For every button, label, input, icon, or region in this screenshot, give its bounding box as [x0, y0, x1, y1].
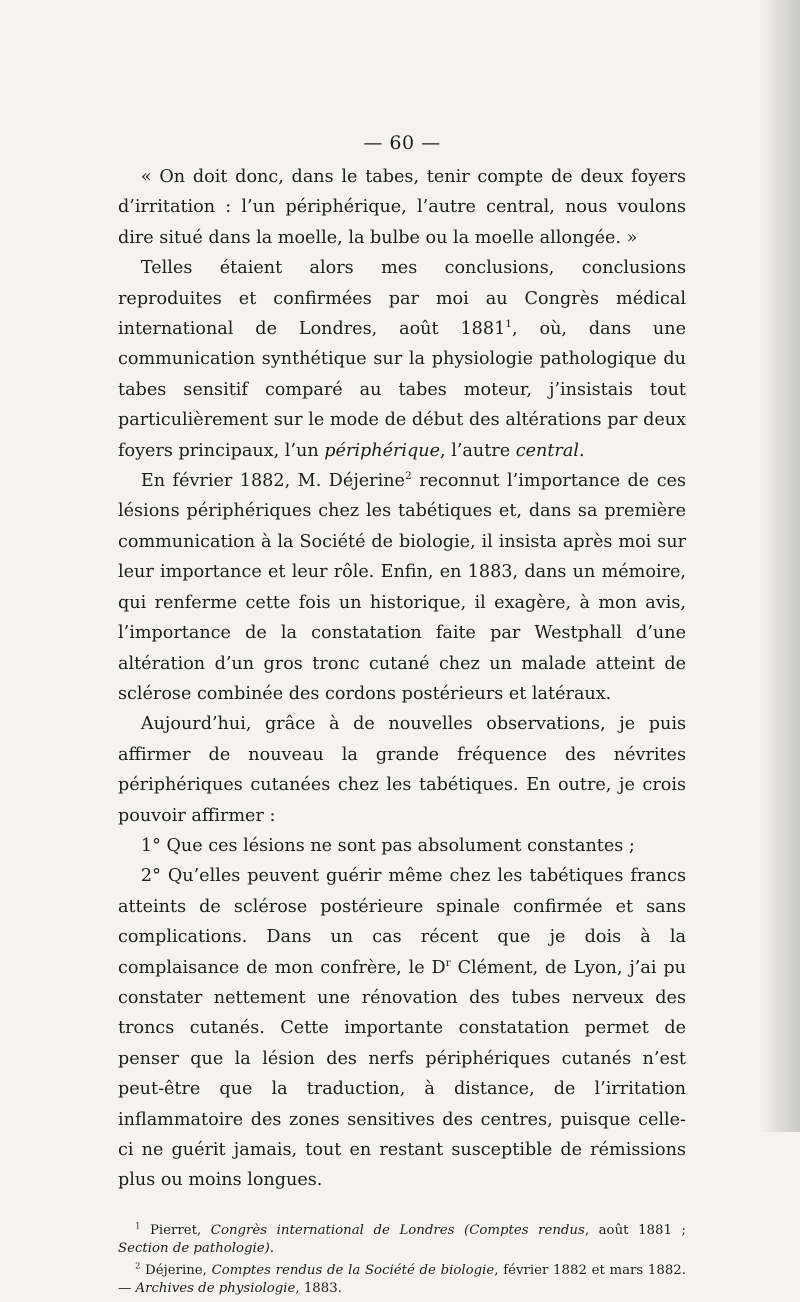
footnote-title: Comptes rendus de la Société de biologie [211, 1262, 495, 1278]
text-run: Telles étaient alors mes conclusions, conclusions reproduites et confirmées par moi au Congrès médical international de Londres, août 1881 [118, 258, 686, 340]
text-run: En février 1882, M. Déjerine [140, 471, 405, 492]
text-run: , 1883. [295, 1280, 342, 1296]
text-run: , où, dans une communication synthétique sur la physiologie pathologique du tabes sensitif comparé au tabes moteur, j’insistais tout particulièrement sur le mode de début des altérations par deux foyers principaux, l’un [118, 319, 686, 461]
quote-text: « On doit donc, dans le tabes, tenir compte de deux foyers d’irritation : l’un périphérique, l’autre central, nous voulons dire situé dans la moelle, la bulbe ou la moelle allongée. » [118, 167, 686, 248]
text-run: 2° Qu’elles peuvent guérir même chez les tabétiques francs atteints de sclérose postérieure spinale confirmée et sans complications. Dans un cas récent que je dois à la complaisance de mon confrère, le D [118, 866, 686, 978]
text-run: , août 1881 ; [584, 1222, 686, 1238]
text-run: Pierret, [140, 1222, 211, 1238]
text-run: . [578, 440, 585, 461]
emphasis-central: central [515, 440, 579, 461]
emphasis-peripheral: périphérique [324, 440, 441, 461]
text-run: reconnut l’importance de ces lésions périphériques chez les tabétiques et, dans sa première communication à la Société de biologie, il insista après moi sur leur importance et leur rôle. Enfin, en 1883, dans un mémoire, qui renferme cette fois un historique, il exagère, à mon avis, l’importance de la constatation faite par Westphall d’une altération d’un gros tronc cutané chez un malade atteint de sclérose combinée des cordons postérieurs et latéraux. [118, 471, 686, 704]
paragraph-dejerine [118, 466, 686, 709]
footnotes [118, 1222, 686, 1298]
text-run: , l’autre [440, 440, 516, 461]
list-item-2 [118, 861, 686, 1195]
page-edge-shadow [760, 0, 800, 1132]
paragraph-quote [118, 162, 686, 253]
text-run: , février 1882 et mars 1882. — [118, 1262, 686, 1296]
footnote-section: Section de pathologie). [118, 1240, 275, 1256]
footnote-ref-1: 1 [505, 318, 512, 331]
text-run: Clément, de Lyon, j’ai pu constater nettement une rénovation des tubes nerveux des troncs cutanés. Cette importante constatation permet de penser que la lésion des nerfs périphériques cutanés n’est peut-être que la traduction, à distance, de l’irritation inflammatoire des zones sensitives des centres, puisque celle-ci ne guérit jamais, tout en restant susceptible de rémissions plus ou moins longues. [118, 957, 686, 1191]
document-page [118, 132, 686, 1302]
footnote-1 [118, 1222, 686, 1258]
text-run: 1° Que ces lésions ne sont pas absolument constantes ; [140, 835, 635, 856]
footnote-2 [118, 1262, 686, 1298]
body-text [118, 162, 686, 1196]
footnote-ref-2: 2 [404, 470, 412, 483]
footnote-title: Congrès international de Londres (Comptes rendus [210, 1222, 585, 1238]
text-run: Aujourd’hui, grâce à de nouvelles observations, je puis affirmer de nouveau la grande fréquence des névrites périphériques cutanées chez les tabétiques. En outre, je crois pouvoir affirmer : [118, 714, 686, 826]
footnote-number: 1 [135, 1221, 141, 1231]
paragraph-conclusions [118, 253, 686, 466]
text-run: Déjerine, [140, 1262, 212, 1278]
list-item-1 [118, 831, 686, 861]
footnote-journal: Archives de physiologie [135, 1280, 296, 1296]
superscript-r: r [445, 956, 451, 969]
footnote-number: 2 [135, 1261, 141, 1271]
page-number: — 60 — [363, 132, 441, 154]
paragraph-today [118, 709, 686, 831]
